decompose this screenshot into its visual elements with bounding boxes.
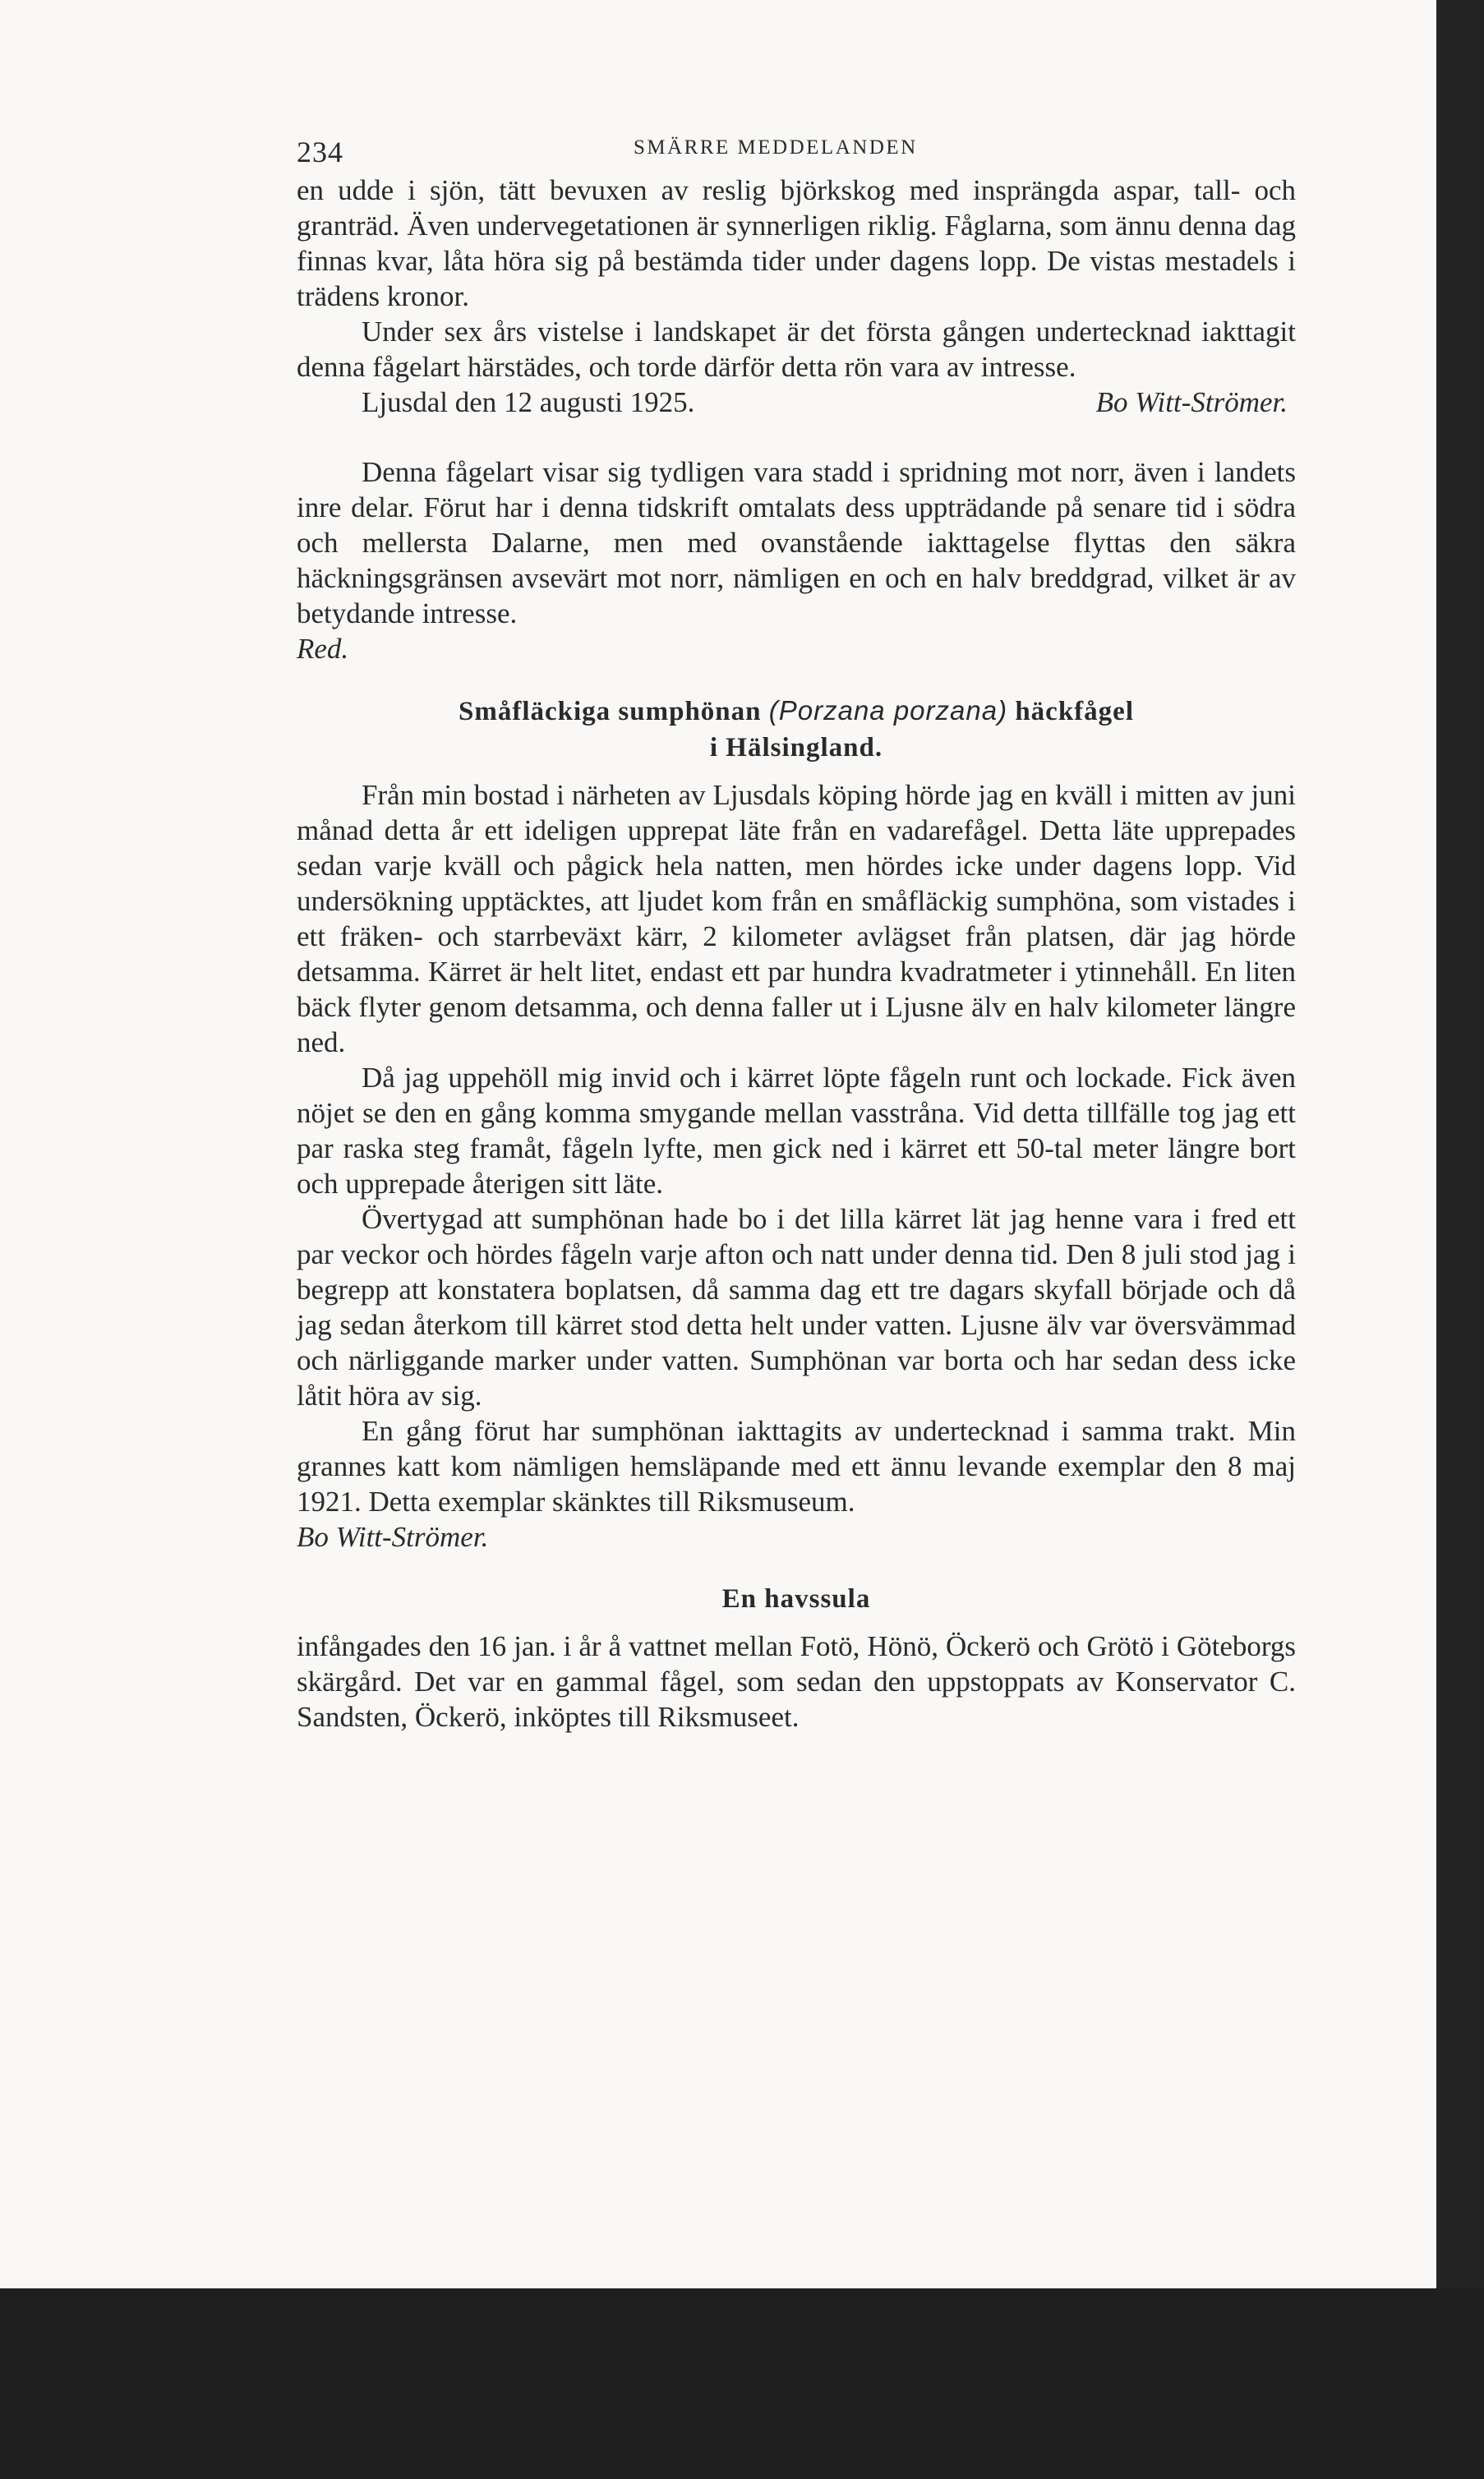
heading-text-line2: i Hälsingland.: [709, 733, 883, 763]
running-title: SMÄRRE MEDDELANDEN: [634, 136, 918, 159]
editor-signature: Red.: [297, 633, 349, 665]
paragraph: Då jag uppehöll mig invid och i kärret löpte fågeln runt och lockade. Fick även nöjet se den en gång komma smygande mellan vasstråna. Vid detta tillfälle tog jag ett par raska steg framåt, fågeln lyfte, men gick ned i kärret ett 50-tal meter längre bort och upprepade återigen sitt läte.: [297, 1062, 1296, 1200]
heading-text: häckfågel: [1007, 697, 1134, 726]
latin-name: (Porzana porzana): [768, 695, 1008, 726]
author-signature: Bo Witt-Strömer.: [297, 1521, 489, 1553]
paragraph: Under sex års vistelse i landskapet är det första gången undertecknad iakttagit denna fågelart härstädes, och torde därför detta rön vara av intresse.: [297, 316, 1296, 383]
author-signature: Bo Witt-Strömer.: [1095, 386, 1288, 418]
paragraph: En gång förut har sumphönan iakttagits av undertecknad i samma trakt. Min grannes katt kom nämligen hemsläpande med ett ännu levande exemplar den 8 maj 1921. Detta exemplar skänktes till Riksmuseum.: [297, 1415, 1296, 1518]
running-head: [297, 123, 1296, 173]
paragraph: infångades den 16 jan. i år å vattnet mellan Fotö, Hönö, Öckerö och Grötö i Göteborgs skärgård. Det var en gammal fågel, som sedan den uppstoppats av Konservator C. Sandsten, Öckerö, inköptes till Riksmuseet.: [297, 1630, 1296, 1733]
date-signature-line: [297, 385, 1296, 420]
spacer: [297, 420, 1296, 454]
text-column: [297, 123, 1296, 1735]
date-line: Ljusdal den 12 augusti 1925.: [362, 386, 695, 418]
scan-border: [1436, 0, 1484, 2288]
article-heading: [297, 693, 1296, 766]
page-number: 234: [297, 136, 343, 168]
scan-border: [0, 2288, 1484, 2479]
article-heading: En havssula: [721, 1584, 871, 1614]
paragraph: Övertygad att sumphönan hade bo i det lilla kärret lät jag henne vara i fred ett par veckor och hördes fågeln varje afton och natt under denna tid. Den 8 juli stod jag i begrepp att konstatera boplatsen, då samma dag ett tre dagars skyfall började och då jag sedan återkom till kärret stod detta helt under vatten. Ljusne älv var översvämmad och närliggande marker under vatten. Sumphönan var borta och har sedan dess icke låtit höra av sig.: [297, 1203, 1296, 1412]
paragraph: en udde i sjön, tätt bevuxen av reslig björkskog med insprängda aspar, tall- och granträd. Även undervegetationen är synnerligen riklig. Fåglarna, som ännu denna dag finnas kvar, låta höra sig på bestämda tider under dagens lopp. De vistas mestadels i trädens kronor.: [297, 174, 1296, 312]
paragraph: Från min bostad i närheten av Ljusdals köping hörde jag en kväll i mitten av juni månad detta år ett ideligen upprepat läte från en vadarefågel. Detta läte upprepades sedan varje kväll och pågick hela natten, men hördes icke under dagens lopp. Vid undersökning upptäcktes, att ljudet kom från en småfläckig sumphöna, som vistades i ett fräken- och starrbeväxt kärr, 2 kilometer avlägset från platsen, där jag hörde detsamma. Kärret är helt litet, endast ett par hundra kvadratmeter i ytinnehåll. En liten bäck flyter genom detsamma, och denna faller ut i Ljusne älv en halv kilometer längre ned.: [297, 779, 1296, 1058]
editor-note: Denna fågelart visar sig tydligen vara stadd i spridning mot norr, även i landets inre delar. Förut har i denna tidskrift omtalats dess uppträdande på senare tid i södra och mellersta Dalarne, men med ovanstående iakttagelse flyttas den säkra häckningsgränsen avsevärt mot norr, nämligen en och en halv breddgrad, vilket är av betydande intresse.: [297, 456, 1296, 629]
heading-text: Småfläckiga sumphönan: [458, 697, 769, 726]
